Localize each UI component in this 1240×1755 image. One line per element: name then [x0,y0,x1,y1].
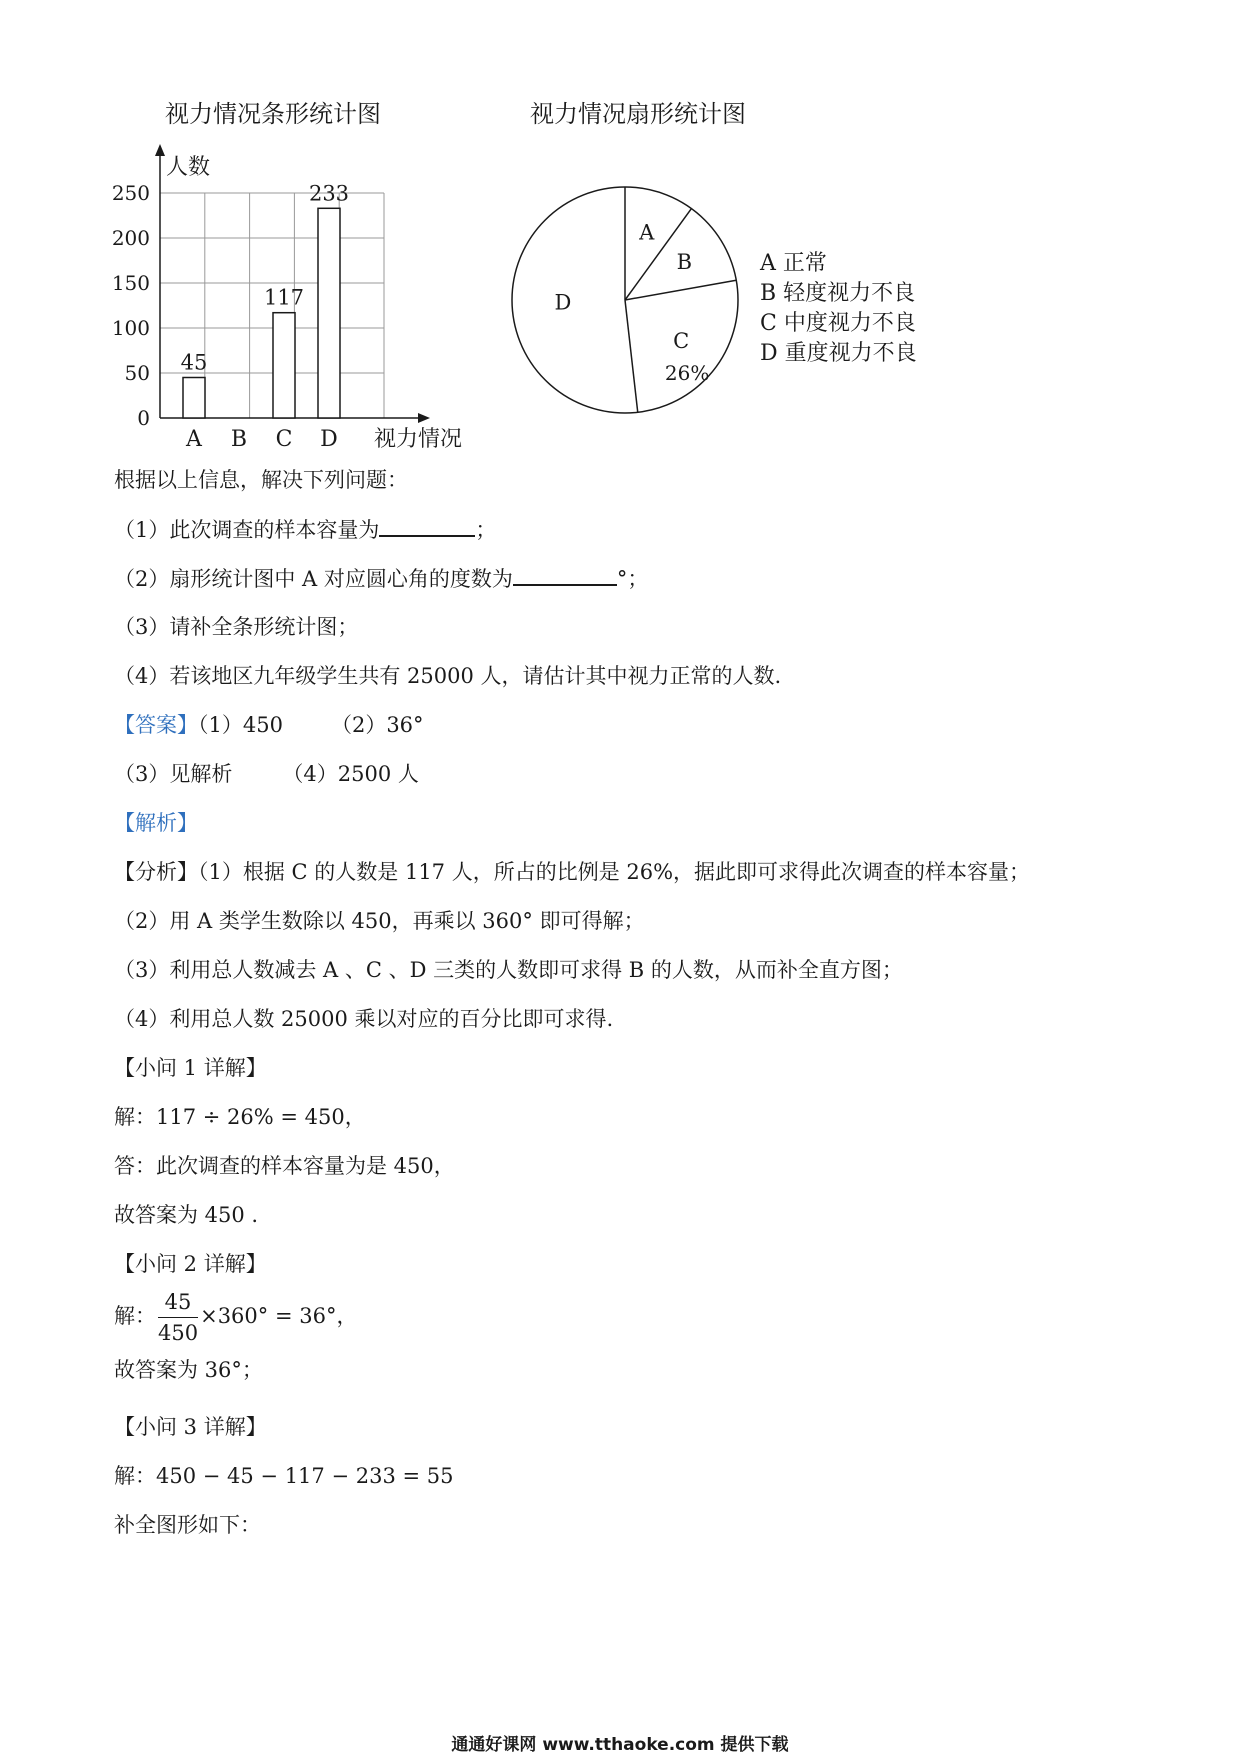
analysis-3: （3）利用总人数减去 A 、C 、D 三类的人数即可求得 B 的人数，从而补全直方图； [114,958,903,982]
pie-chart-title: 视力情况扇形统计图 [530,100,746,128]
answer-3: （3）见解析 [114,762,233,786]
bar-c [273,313,295,418]
y-tick-label: 0 [137,406,150,430]
fraction-denominator: 450 [158,1321,199,1345]
question-2-text: （2）扇形统计图中 A 对应圆心角的度数为 [114,567,513,591]
sub1-line-3: 故答案为 450 . [114,1203,259,1227]
y-tick-label: 200 [111,226,150,250]
answer-blank-2[interactable] [513,564,617,586]
answer-blank-1[interactable] [379,515,475,537]
pie-percent-c: 26% [664,360,710,385]
fraction-numerator: 45 [158,1287,198,1318]
pie-label-a: A [639,220,655,245]
fraction [158,1287,198,1348]
x-tick-label-c: C [275,427,293,452]
answer-2: （2）36° [330,713,424,737]
y-axis-label: 人数 [166,155,211,180]
x-tick-label-b: B [230,427,248,452]
intro-text: 根据以上信息，解决下列问题： [114,468,408,492]
sub1-heading: 【小问 1 详解】 [114,1056,267,1080]
sub2-line-2: 故答案为 36°； [114,1358,263,1382]
y-tick-label: 150 [111,271,150,295]
analysis-4: （4）利用总人数 25000 乘以对应的百分比即可求得. [114,1007,614,1031]
sub3-line-2: 补全图形如下： [114,1513,261,1537]
sub2-expression: ×360° = 36°， [200,1304,358,1328]
bar-a [183,378,205,419]
question-1 [114,515,496,544]
sub3-line-1: 解：450 − 45 − 117 − 233 = 55 [114,1464,454,1488]
pie-label-d: D [554,290,572,315]
analysis-2: （2）用 A 类学生数除以 450，再乘以 360° 即可得解； [114,909,645,933]
pie-label-c: C [673,328,690,353]
y-tick-label: 100 [111,316,150,340]
bar-chart [100,140,490,460]
x-tick-label-a: A [186,427,202,452]
x-axis-label: 视力情况 [374,427,463,452]
answer-1: （1）450 [198,713,283,737]
bar-value-label-c: 117 [263,285,305,310]
bar-chart-bars [180,208,340,418]
answer-tag: 【答案】 [114,713,198,737]
answer-4: （4）2500 人 [282,762,419,786]
y-tick-label: 250 [111,181,150,205]
bar-value-label-a: 45 [180,350,208,375]
question-2-end: °； [616,567,649,591]
question-3: （3）请补全条形统计图； [114,615,359,639]
y-tick-label: 50 [124,361,150,385]
page-footer: 通通好课网 www.tthaoke.com 提供下载 [451,1735,789,1755]
bar-d [318,208,340,418]
x-axis-arrow [418,413,430,423]
sub1-line-1: 解：117 ÷ 26% = 450， [114,1105,366,1129]
question-2 [114,564,648,593]
analysis-tag: 【解析】 [114,811,198,835]
sub2-prefix: 解： [114,1304,156,1328]
pie-chart [500,175,750,425]
x-tick-label-d: D [320,427,338,452]
answer-row-2 [114,760,419,788]
question-4: （4）若该地区九年级学生共有 25000 人，请估计其中视力正常的人数. [114,664,782,688]
pie-label-b: B [676,249,693,274]
sub1-line-2: 答：此次调查的样本容量为是 450， [114,1154,455,1178]
sub3-heading: 【小问 3 详解】 [114,1415,267,1439]
sub2-line-1 [114,1285,357,1348]
bar-chart-labels [112,181,349,452]
legend-a: A 正常 [760,251,827,276]
bar-chart-title: 视力情况条形统计图 [165,100,381,128]
answer-row-1 [114,711,424,739]
sub2-heading: 【小问 2 详解】 [114,1252,267,1276]
bar-value-label-d: 233 [308,181,350,206]
y-axis-arrow [155,144,165,156]
question-1-end: ； [475,518,497,542]
question-1-text: （1）此次调查的样本容量为 [114,518,380,542]
legend-c: C 中度视力不良 [760,311,916,336]
legend-d: D 重度视力不良 [760,341,917,366]
legend-b: B 轻度视力不良 [760,281,916,306]
analysis-1: 【分析】（1）根据 C 的人数是 117 人，所占的比例是 26%，据此即可求得此次调查的样本容量； [114,860,1031,884]
